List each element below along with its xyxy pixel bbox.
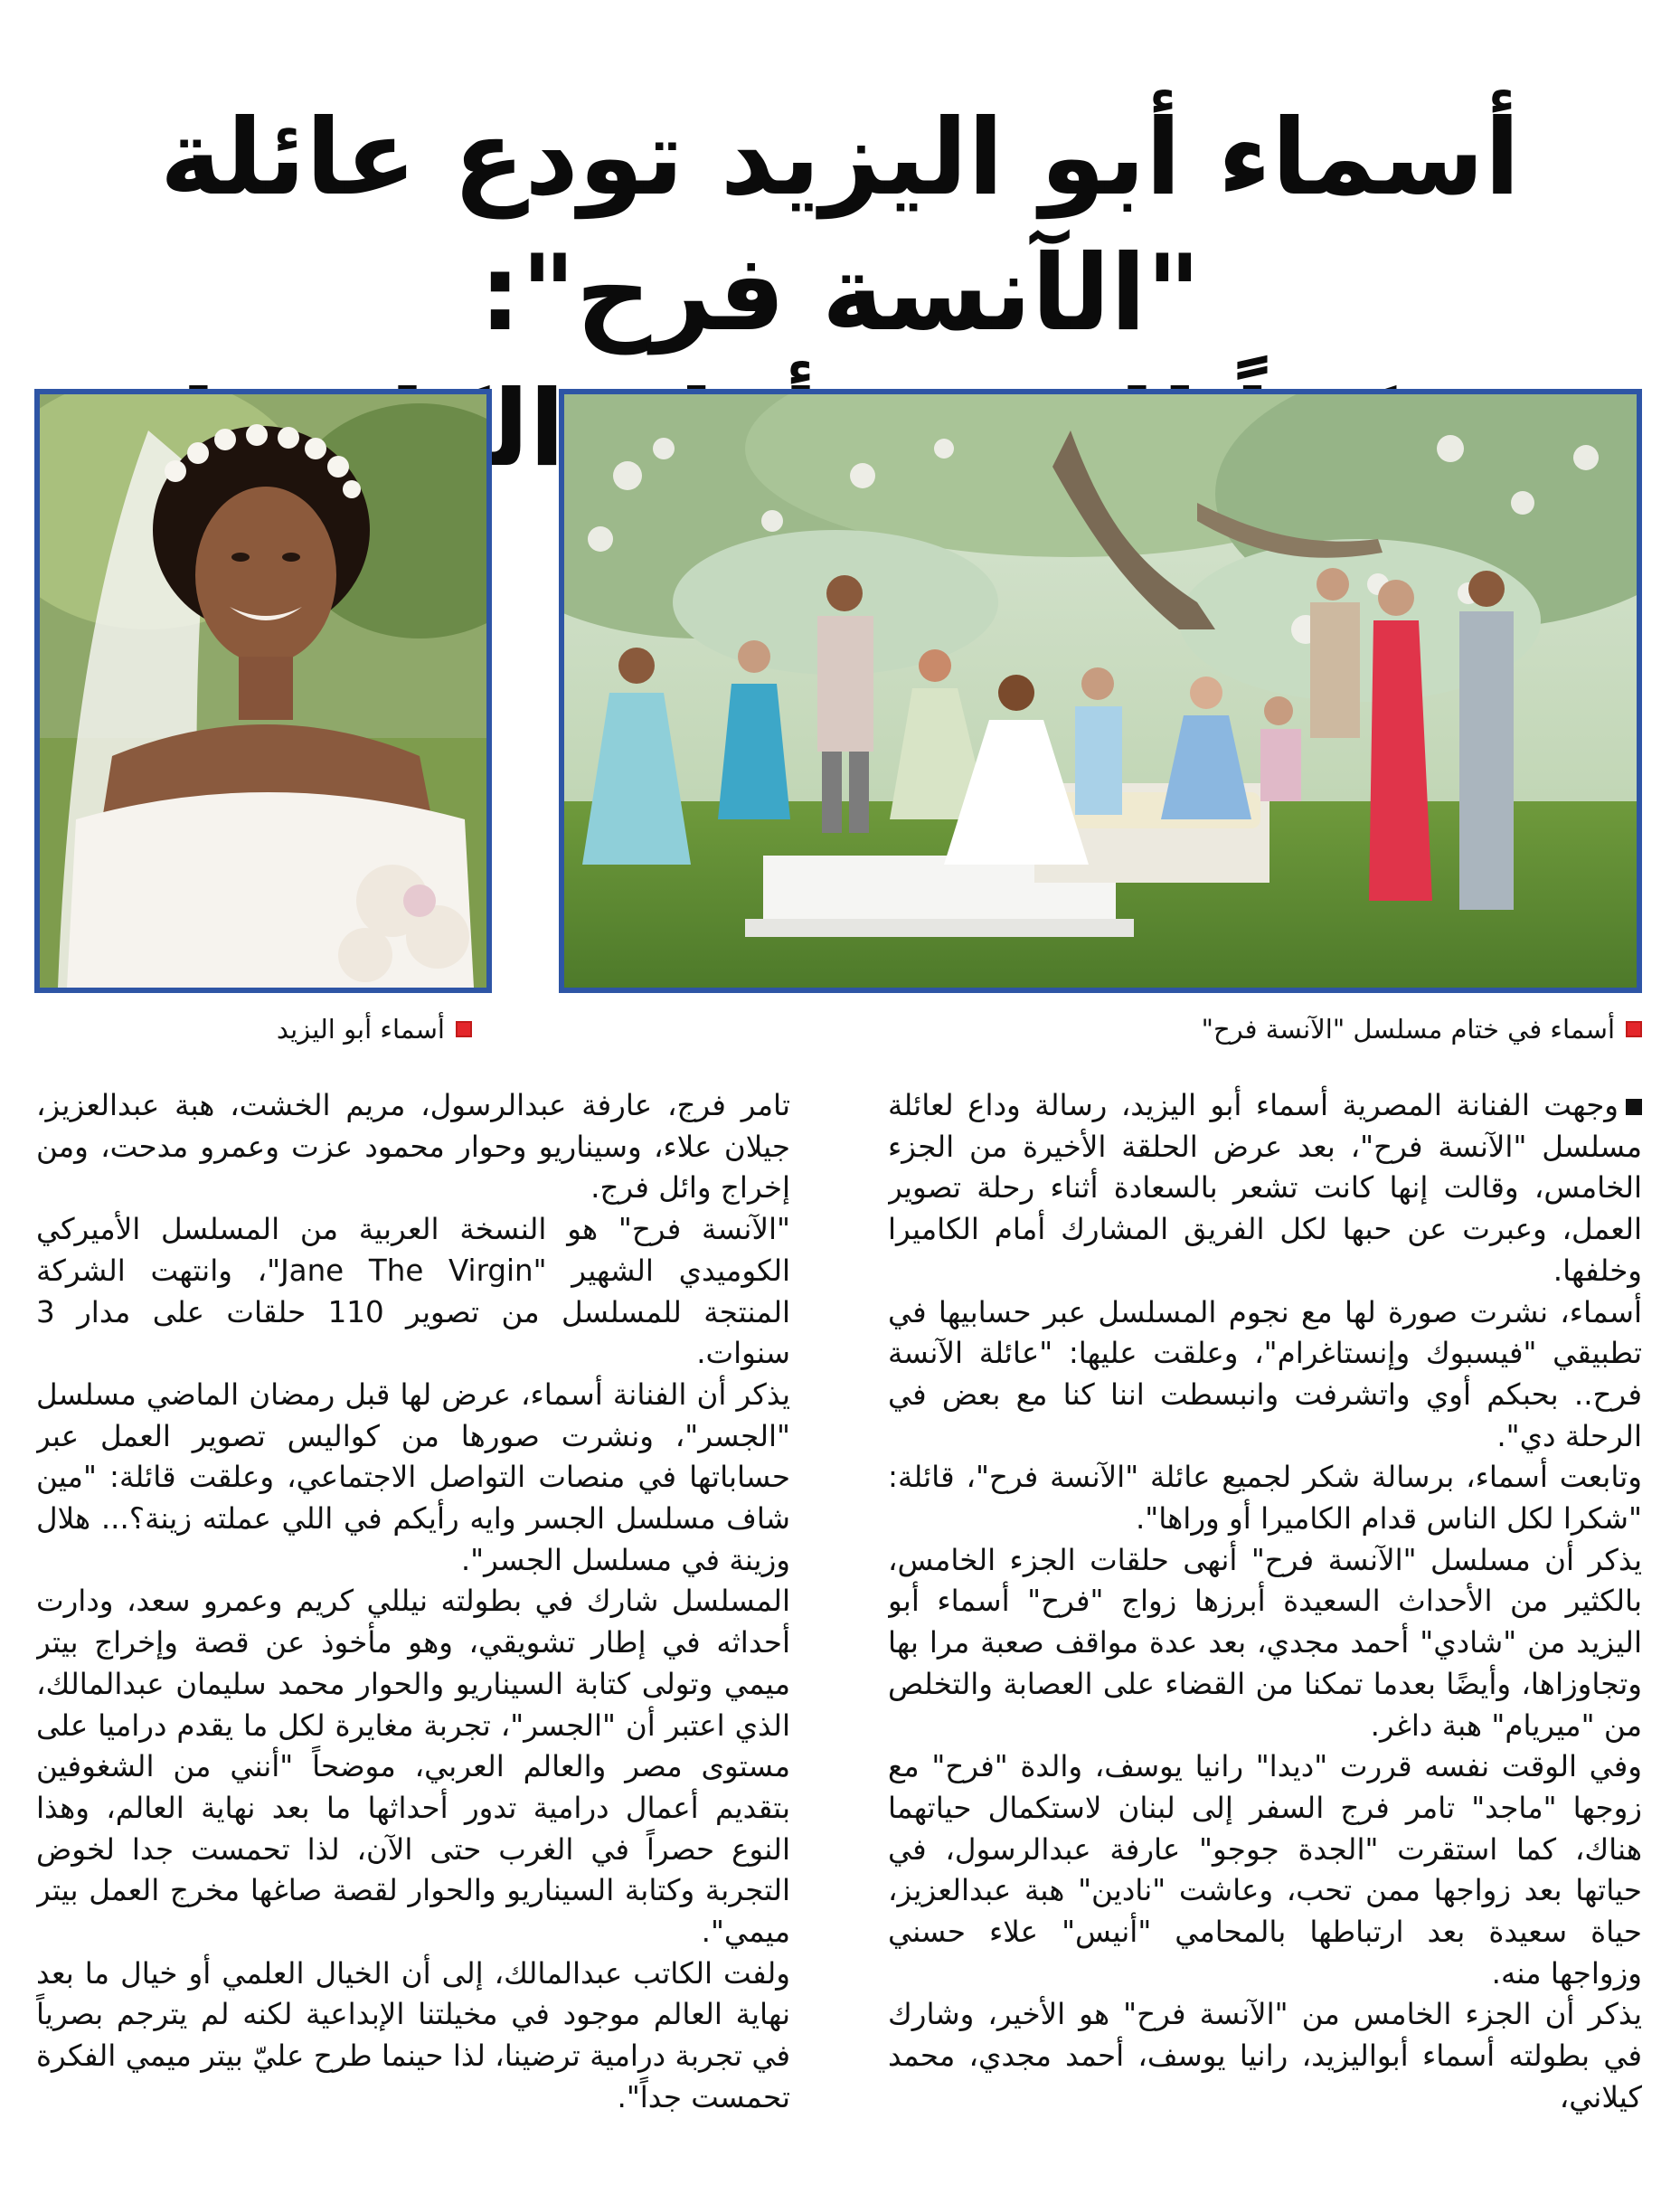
- article-paragraph: المسلسل شارك في بطولته نيللي كريم وعمرو سعد، ودارت أحداثه في إطار تشويقي، وهو مأخوذ عن قصة وإخراج بيتر ميمي وتولى كتابة السيناريو والحوار محمد سليمان عبدالمالك، الذي اعتبر أن "الجسر"، تجربة مغايرة لكل ما يقدم دراميا على مستوى مصر والعالم العربي، موضحاً "أنني من الشغوفين بتقديم أعمال درامية تدور أحداثها ما بعد نهاية العالم، وهذا النوع حصراً في الغرب حتى الآن، لذا تحمست جدا لخوض التجربة وكتابة السيناريو والحوار لقصة صاغها مخرج العمل بيتر ميمي".: [36, 1584, 790, 1950]
- article-paragraph: أسماء، نشرت صورة لها مع نجوم المسلسل عبر حسابيها في تطبيقي "فيسبوك وإنستاغرام"، وعلقت عليها: "عائلة الآنسة فرح.. بحبكم أوي واتشرفت وانبسطت اننا كنا مع بعض في الرحلة دي".: [888, 1294, 1642, 1453]
- article-column-left: [36, 1085, 790, 2171]
- lead-square-icon: [1626, 1099, 1642, 1115]
- article-paragraph: ولفت الكاتب عبدالمالك، إلى أن الخيال العلمي أو خيال ما بعد نهاية العالم موجود في مخيلتنا الإبداعية لكنه لم يترجم بصرياً في تجربة درامية ترضينا، لذا حينما طرح عليّ بيتر ميمي الفكرة تحمست جداً".: [36, 1955, 790, 2114]
- bride-portrait-photo: [34, 389, 492, 993]
- article-paragraph: "الآنسة فرح" هو النسخة العربية من المسلسل الأميركي الكوميدي الشهير "Jane The Virgin"، وانتهت الشركة المنتجة للمسلسل من تصوير 110 حلقات على مدار 3 سنوات.: [36, 1212, 790, 1371]
- caption-square-icon: [456, 1021, 472, 1037]
- headline-line-1: أسماء أبو اليزيد تودع عائلة "الآنسة فرح":: [159, 97, 1521, 355]
- article-paragraph: وفي الوقت نفسه قررت "ديدا" رانيا يوسف، والدة "فرح" مع زوجها "ماجد" تامر فرج السفر إلى لبنان لاستكمال حياتهما هناك، كما استقرت "الجدة جوجو" عارفة عبدالرسول، في حياتها بعد زواجها ممن تحب، وعاشت "نادين" هبة عبدالعزيز، حياة سعيدة بعد ارتباطها بالمحامي "أنيس" علاء حسني وزواجها منه.: [888, 1749, 1642, 1991]
- article-paragraph: وجهت الفنانة المصرية أسماء أبو اليزيد، رسالة وداع لعائلة مسلسل "الآنسة فرح"، بعد عرض الحلقة الأخيرة من الجزء الخامس، وقالت إنها كانت تشعر بالسعادة أثناء رحلة تصوير العمل، وعبرت عن حبها لكل الفريق المشارك أمام الكاميرا وخلفها.: [888, 1088, 1642, 1288]
- caption-square-icon: [1626, 1021, 1642, 1037]
- caption-main-text: أسماء في ختام مسلسل "الآنسة فرح": [1201, 1014, 1615, 1045]
- caption-main-photo: [1202, 1011, 1642, 1047]
- article-paragraph: تامر فرج، عارفة عبدالرسول، مريم الخشت، هبة عبدالعزيز، جيلان علاء، وسيناريو وحوار محمود عزت وعمرو مدحت، ومن إخراج وائل فرج.: [36, 1088, 790, 1206]
- cast-group-photo: [559, 389, 1642, 993]
- caption-portrait-text: أسماء أبو اليزيد: [276, 1014, 445, 1045]
- caption-portrait-photo: [277, 1011, 472, 1047]
- article-column-right: [888, 1085, 1642, 2171]
- bride-portrait-illustration: [40, 394, 486, 988]
- cast-group-photo-illustration: [564, 394, 1637, 988]
- article-paragraph: وتابعت أسماء، برسالة شكر لجميع عائلة "الآنسة فرح"، قائلة: "شكرا لكل الناس قدام الكاميرا أو وراها".: [888, 1460, 1642, 1537]
- article-paragraph: يذكر أن مسلسل "الآنسة فرح" أنهى حلقات الجزء الخامس، بالكثير من الأحداث السعيدة أبرزها زواج "فرح" أسماء أبو اليزيد من "شادي" أحمد مجدي، بعد عدة مواقف صعبة مرا بها وتجاوزاها، وأيضًا بعدما تمكنا من القضاء على العصابة والتخلص من "ميريام" هبة داغر.: [888, 1542, 1642, 1743]
- article-paragraph: يذكر أن الجزء الخامس من "الآنسة فرح" هو الأخير، وشارك في بطولته أسماء أبواليزيد، رانيا يوسف، أحمد مجدي، محمد كيلاني،: [888, 1997, 1642, 2114]
- article-paragraph: يذكر أن الفنانة أسماء، عرض لها قبل رمضان الماضي مسلسل "الجسر"، ونشرت صورها من كواليس تصوير العمل عبر حساباتها في منصات التواصل الاجتماعي، وعلقت قائلة: "مين شاف مسلسل الجسر وايه رأيكم في اللي عملته زينة؟... هلال وزينة في مسلسل الجسر".: [36, 1376, 790, 1577]
